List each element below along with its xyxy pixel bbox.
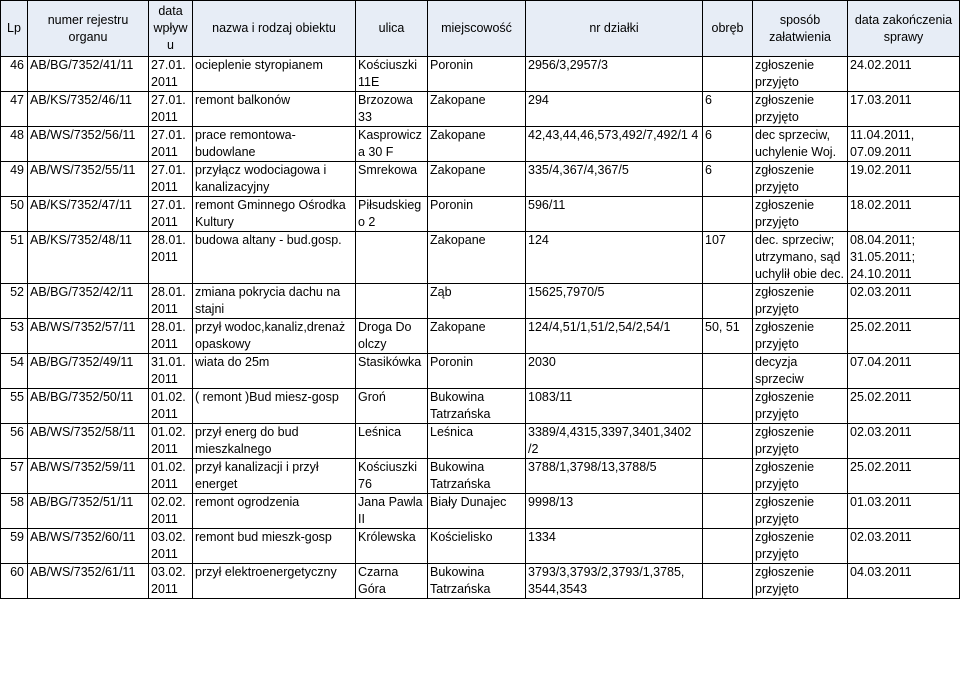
cell-locality: Zakopane xyxy=(428,319,526,354)
cell-locality: Poronin xyxy=(428,197,526,232)
cell-locality: Bukowina Tatrzańska xyxy=(428,389,526,424)
cell-plot-number: 3788/1,3798/13,3788/5 xyxy=(526,459,703,494)
cell-plot-number: 124/4,51/1,51/2,54/2,54/1 xyxy=(526,319,703,354)
cell-resolution: zgłoszenie przyjęto xyxy=(753,57,848,92)
table-row xyxy=(1,162,960,197)
cell-plot-number: 3389/4,4315,3397,3401,3402 /2 xyxy=(526,424,703,459)
cell-receipt-date: 03.02. 2011 xyxy=(149,564,193,599)
table-row xyxy=(1,232,960,284)
cell-lp: 46 xyxy=(1,57,28,92)
header-plot-number: nr działki xyxy=(526,1,703,57)
cell-resolution: decyzja sprzeciw xyxy=(753,354,848,389)
cell-lp: 49 xyxy=(1,162,28,197)
cell-closing-date: 17.03.2011 xyxy=(848,92,960,127)
cell-receipt-date: 28.01. 2011 xyxy=(149,284,193,319)
cell-registry-number: AB/WS/7352/57/11 xyxy=(28,319,149,354)
cell-receipt-date: 03.02. 2011 xyxy=(149,529,193,564)
cell-plot-number: 1334 xyxy=(526,529,703,564)
cell-registry-number: AB/WS/7352/58/11 xyxy=(28,424,149,459)
cell-plot-number: 1083/11 xyxy=(526,389,703,424)
cell-object-name: przyłącz wodociagowa i kanalizacyjny xyxy=(193,162,356,197)
cell-street: Brzozowa 33 xyxy=(356,92,428,127)
header-street: ulica xyxy=(356,1,428,57)
cell-object-name: zmiana pokrycia dachu na stajni xyxy=(193,284,356,319)
cell-closing-date: 19.02.2011 xyxy=(848,162,960,197)
cell-street xyxy=(356,284,428,319)
table-row xyxy=(1,494,960,529)
cell-closing-date: 04.03.2011 xyxy=(848,564,960,599)
table-row xyxy=(1,92,960,127)
cell-plot-number: 2030 xyxy=(526,354,703,389)
cell-receipt-date: 28.01. 2011 xyxy=(149,319,193,354)
cell-closing-date: 24.02.2011 xyxy=(848,57,960,92)
cell-street xyxy=(356,232,428,284)
cell-locality: Bukowina Tatrzańska xyxy=(428,459,526,494)
cell-precinct xyxy=(703,564,753,599)
cell-receipt-date: 31.01. 2011 xyxy=(149,354,193,389)
cell-receipt-date: 27.01. 2011 xyxy=(149,162,193,197)
cell-closing-date: 25.02.2011 xyxy=(848,319,960,354)
cell-object-name: budowa altany - bud.gosp. xyxy=(193,232,356,284)
cell-precinct xyxy=(703,529,753,564)
cell-receipt-date: 27.01. 2011 xyxy=(149,92,193,127)
cell-registry-number: AB/WS/7352/60/11 xyxy=(28,529,149,564)
cell-receipt-date: 01.02. 2011 xyxy=(149,424,193,459)
table-row xyxy=(1,319,960,354)
cell-lp: 52 xyxy=(1,284,28,319)
cell-street: Kościuszki 76 xyxy=(356,459,428,494)
table-row xyxy=(1,57,960,92)
header-precinct: obręb xyxy=(703,1,753,57)
header-locality: miejscowość xyxy=(428,1,526,57)
cell-receipt-date: 27.01. 2011 xyxy=(149,57,193,92)
cell-registry-number: AB/WS/7352/55/11 xyxy=(28,162,149,197)
cell-locality: Biały Dunajec xyxy=(428,494,526,529)
cell-closing-date: 02.03.2011 xyxy=(848,529,960,564)
cell-street: Droga Do olczy xyxy=(356,319,428,354)
cell-registry-number: AB/WS/7352/61/11 xyxy=(28,564,149,599)
cell-precinct xyxy=(703,197,753,232)
table-row xyxy=(1,284,960,319)
cell-resolution: zgłoszenie przyjęto xyxy=(753,197,848,232)
cell-receipt-date: 27.01. 2011 xyxy=(149,197,193,232)
cell-resolution: zgłoszenie przyjęto xyxy=(753,162,848,197)
cell-object-name: remont balkonów xyxy=(193,92,356,127)
cell-precinct: 6 xyxy=(703,162,753,197)
cell-object-name: remont bud mieszk-gosp xyxy=(193,529,356,564)
cell-street: Stasikówka xyxy=(356,354,428,389)
cell-plot-number: 9998/13 xyxy=(526,494,703,529)
cell-object-name: przył wodoc,kanaliz,drenaż opaskowy xyxy=(193,319,356,354)
cell-closing-date: 25.02.2011 xyxy=(848,459,960,494)
cell-resolution: zgłoszenie przyjęto xyxy=(753,494,848,529)
cell-registry-number: AB/BG/7352/42/11 xyxy=(28,284,149,319)
cell-lp: 54 xyxy=(1,354,28,389)
cell-registry-number: AB/WS/7352/56/11 xyxy=(28,127,149,162)
cell-plot-number: 124 xyxy=(526,232,703,284)
cell-registry-number: AB/KS/7352/48/11 xyxy=(28,232,149,284)
cell-lp: 55 xyxy=(1,389,28,424)
cell-object-name: remont ogrodzenia xyxy=(193,494,356,529)
cell-locality: Kościelisko xyxy=(428,529,526,564)
table-row xyxy=(1,564,960,599)
cell-locality: Zakopane xyxy=(428,162,526,197)
cell-resolution: zgłoszenie przyjęto xyxy=(753,284,848,319)
cell-object-name: przył elektroenergetyczny xyxy=(193,564,356,599)
cell-object-name: ocieplenie styropianem xyxy=(193,57,356,92)
cell-resolution: dec. sprzeciw; utrzymano, sąd uchylił obie dec. xyxy=(753,232,848,284)
header-closing-date: data zakończenia sprawy xyxy=(848,1,960,57)
cell-street: Królewska xyxy=(356,529,428,564)
cell-object-name: przył energ do bud mieszkalnego xyxy=(193,424,356,459)
cell-resolution: zgłoszenie przyjęto xyxy=(753,459,848,494)
cell-resolution: zgłoszenie przyjęto xyxy=(753,389,848,424)
cell-receipt-date: 27.01. 2011 xyxy=(149,127,193,162)
cell-street: Czarna Góra xyxy=(356,564,428,599)
cell-lp: 48 xyxy=(1,127,28,162)
cell-precinct: 50, 51 xyxy=(703,319,753,354)
cell-plot-number: 15625,7970/5 xyxy=(526,284,703,319)
cell-plot-number: 294 xyxy=(526,92,703,127)
cell-object-name: remont Gminnego Ośrodka Kultury xyxy=(193,197,356,232)
cell-object-name: przył kanalizacji i przył energet xyxy=(193,459,356,494)
cell-resolution: zgłoszenie przyjęto xyxy=(753,424,848,459)
cell-locality: Poronin xyxy=(428,57,526,92)
cell-precinct xyxy=(703,389,753,424)
cell-plot-number: 596/11 xyxy=(526,197,703,232)
header-lp: Lp xyxy=(1,1,28,57)
cell-resolution: zgłoszenie przyjęto xyxy=(753,92,848,127)
header-registry-number: numer rejestru organu xyxy=(28,1,149,57)
cell-lp: 56 xyxy=(1,424,28,459)
cell-precinct: 6 xyxy=(703,127,753,162)
cell-street: Leśnica xyxy=(356,424,428,459)
cell-locality: Leśnica xyxy=(428,424,526,459)
cell-receipt-date: 28.01. 2011 xyxy=(149,232,193,284)
cell-lp: 53 xyxy=(1,319,28,354)
cell-lp: 57 xyxy=(1,459,28,494)
cell-precinct xyxy=(703,354,753,389)
header-object-name: nazwa i rodzaj obiektu xyxy=(193,1,356,57)
cell-closing-date: 07.04.2011 xyxy=(848,354,960,389)
cell-street: Kościuszki 11E xyxy=(356,57,428,92)
cell-registry-number: AB/WS/7352/59/11 xyxy=(28,459,149,494)
cell-closing-date: 11.04.2011, 07.09.2011 xyxy=(848,127,960,162)
cell-resolution: dec sprzeciw, uchylenie Woj. xyxy=(753,127,848,162)
cell-object-name: wiata do 25m xyxy=(193,354,356,389)
cell-plot-number: 2956/3,2957/3 xyxy=(526,57,703,92)
cell-resolution: zgłoszenie przyjęto xyxy=(753,319,848,354)
cell-registry-number: AB/KS/7352/46/11 xyxy=(28,92,149,127)
cell-precinct xyxy=(703,284,753,319)
cell-lp: 47 xyxy=(1,92,28,127)
cell-registry-number: AB/BG/7352/50/11 xyxy=(28,389,149,424)
cell-resolution: zgłoszenie przyjęto xyxy=(753,564,848,599)
cell-street: Piłsudskiego 2 xyxy=(356,197,428,232)
table-row xyxy=(1,459,960,494)
cell-precinct xyxy=(703,459,753,494)
cell-lp: 59 xyxy=(1,529,28,564)
table-row xyxy=(1,197,960,232)
cell-locality: Poronin xyxy=(428,354,526,389)
cell-plot-number: 3793/3,3793/2,3793/1,3785, 3544,3543 xyxy=(526,564,703,599)
cell-plot-number: 335/4,367/4,367/5 xyxy=(526,162,703,197)
header-row xyxy=(1,1,960,57)
cell-locality: Zakopane xyxy=(428,232,526,284)
cell-precinct: 6 xyxy=(703,92,753,127)
table-row xyxy=(1,354,960,389)
cell-closing-date: 02.03.2011 xyxy=(848,424,960,459)
cell-locality: Zakopane xyxy=(428,92,526,127)
cell-object-name: prace remontowa-budowlane xyxy=(193,127,356,162)
cell-object-name: ( remont )Bud miesz-gosp xyxy=(193,389,356,424)
cell-receipt-date: 02.02. 2011 xyxy=(149,494,193,529)
cell-closing-date: 18.02.2011 xyxy=(848,197,960,232)
table-row xyxy=(1,389,960,424)
cell-receipt-date: 01.02. 2011 xyxy=(149,459,193,494)
cell-lp: 60 xyxy=(1,564,28,599)
cell-precinct xyxy=(703,494,753,529)
header-resolution: sposób załatwienia xyxy=(753,1,848,57)
cell-resolution: zgłoszenie przyjęto xyxy=(753,529,848,564)
cell-lp: 50 xyxy=(1,197,28,232)
cell-street: Groń xyxy=(356,389,428,424)
cell-lp: 58 xyxy=(1,494,28,529)
cell-registry-number: AB/BG/7352/51/11 xyxy=(28,494,149,529)
cell-locality: Bukowina Tatrzańska xyxy=(428,564,526,599)
header-receipt-date: data wpływu xyxy=(149,1,193,57)
cell-closing-date: 02.03.2011 xyxy=(848,284,960,319)
cell-registry-number: AB/BG/7352/49/11 xyxy=(28,354,149,389)
cell-street: Jana Pawla II xyxy=(356,494,428,529)
cell-locality: Zakopane xyxy=(428,127,526,162)
cell-registry-number: AB/KS/7352/47/11 xyxy=(28,197,149,232)
cell-registry-number: AB/BG/7352/41/11 xyxy=(28,57,149,92)
cell-precinct: 107 xyxy=(703,232,753,284)
cell-street: Smrekowa xyxy=(356,162,428,197)
cell-precinct xyxy=(703,424,753,459)
cell-closing-date: 08.04.2011; 31.05.2011; 24.10.2011 xyxy=(848,232,960,284)
cell-precinct xyxy=(703,57,753,92)
cell-plot-number: 42,43,44,46,573,492/7,492/1 4 xyxy=(526,127,703,162)
cell-locality: Ząb xyxy=(428,284,526,319)
cell-lp: 51 xyxy=(1,232,28,284)
table-row xyxy=(1,127,960,162)
table-row xyxy=(1,424,960,459)
cell-street: Kasprowicza 30 F xyxy=(356,127,428,162)
cell-closing-date: 01.03.2011 xyxy=(848,494,960,529)
cell-receipt-date: 01.02. 2011 xyxy=(149,389,193,424)
table-row xyxy=(1,529,960,564)
cell-closing-date: 25.02.2011 xyxy=(848,389,960,424)
